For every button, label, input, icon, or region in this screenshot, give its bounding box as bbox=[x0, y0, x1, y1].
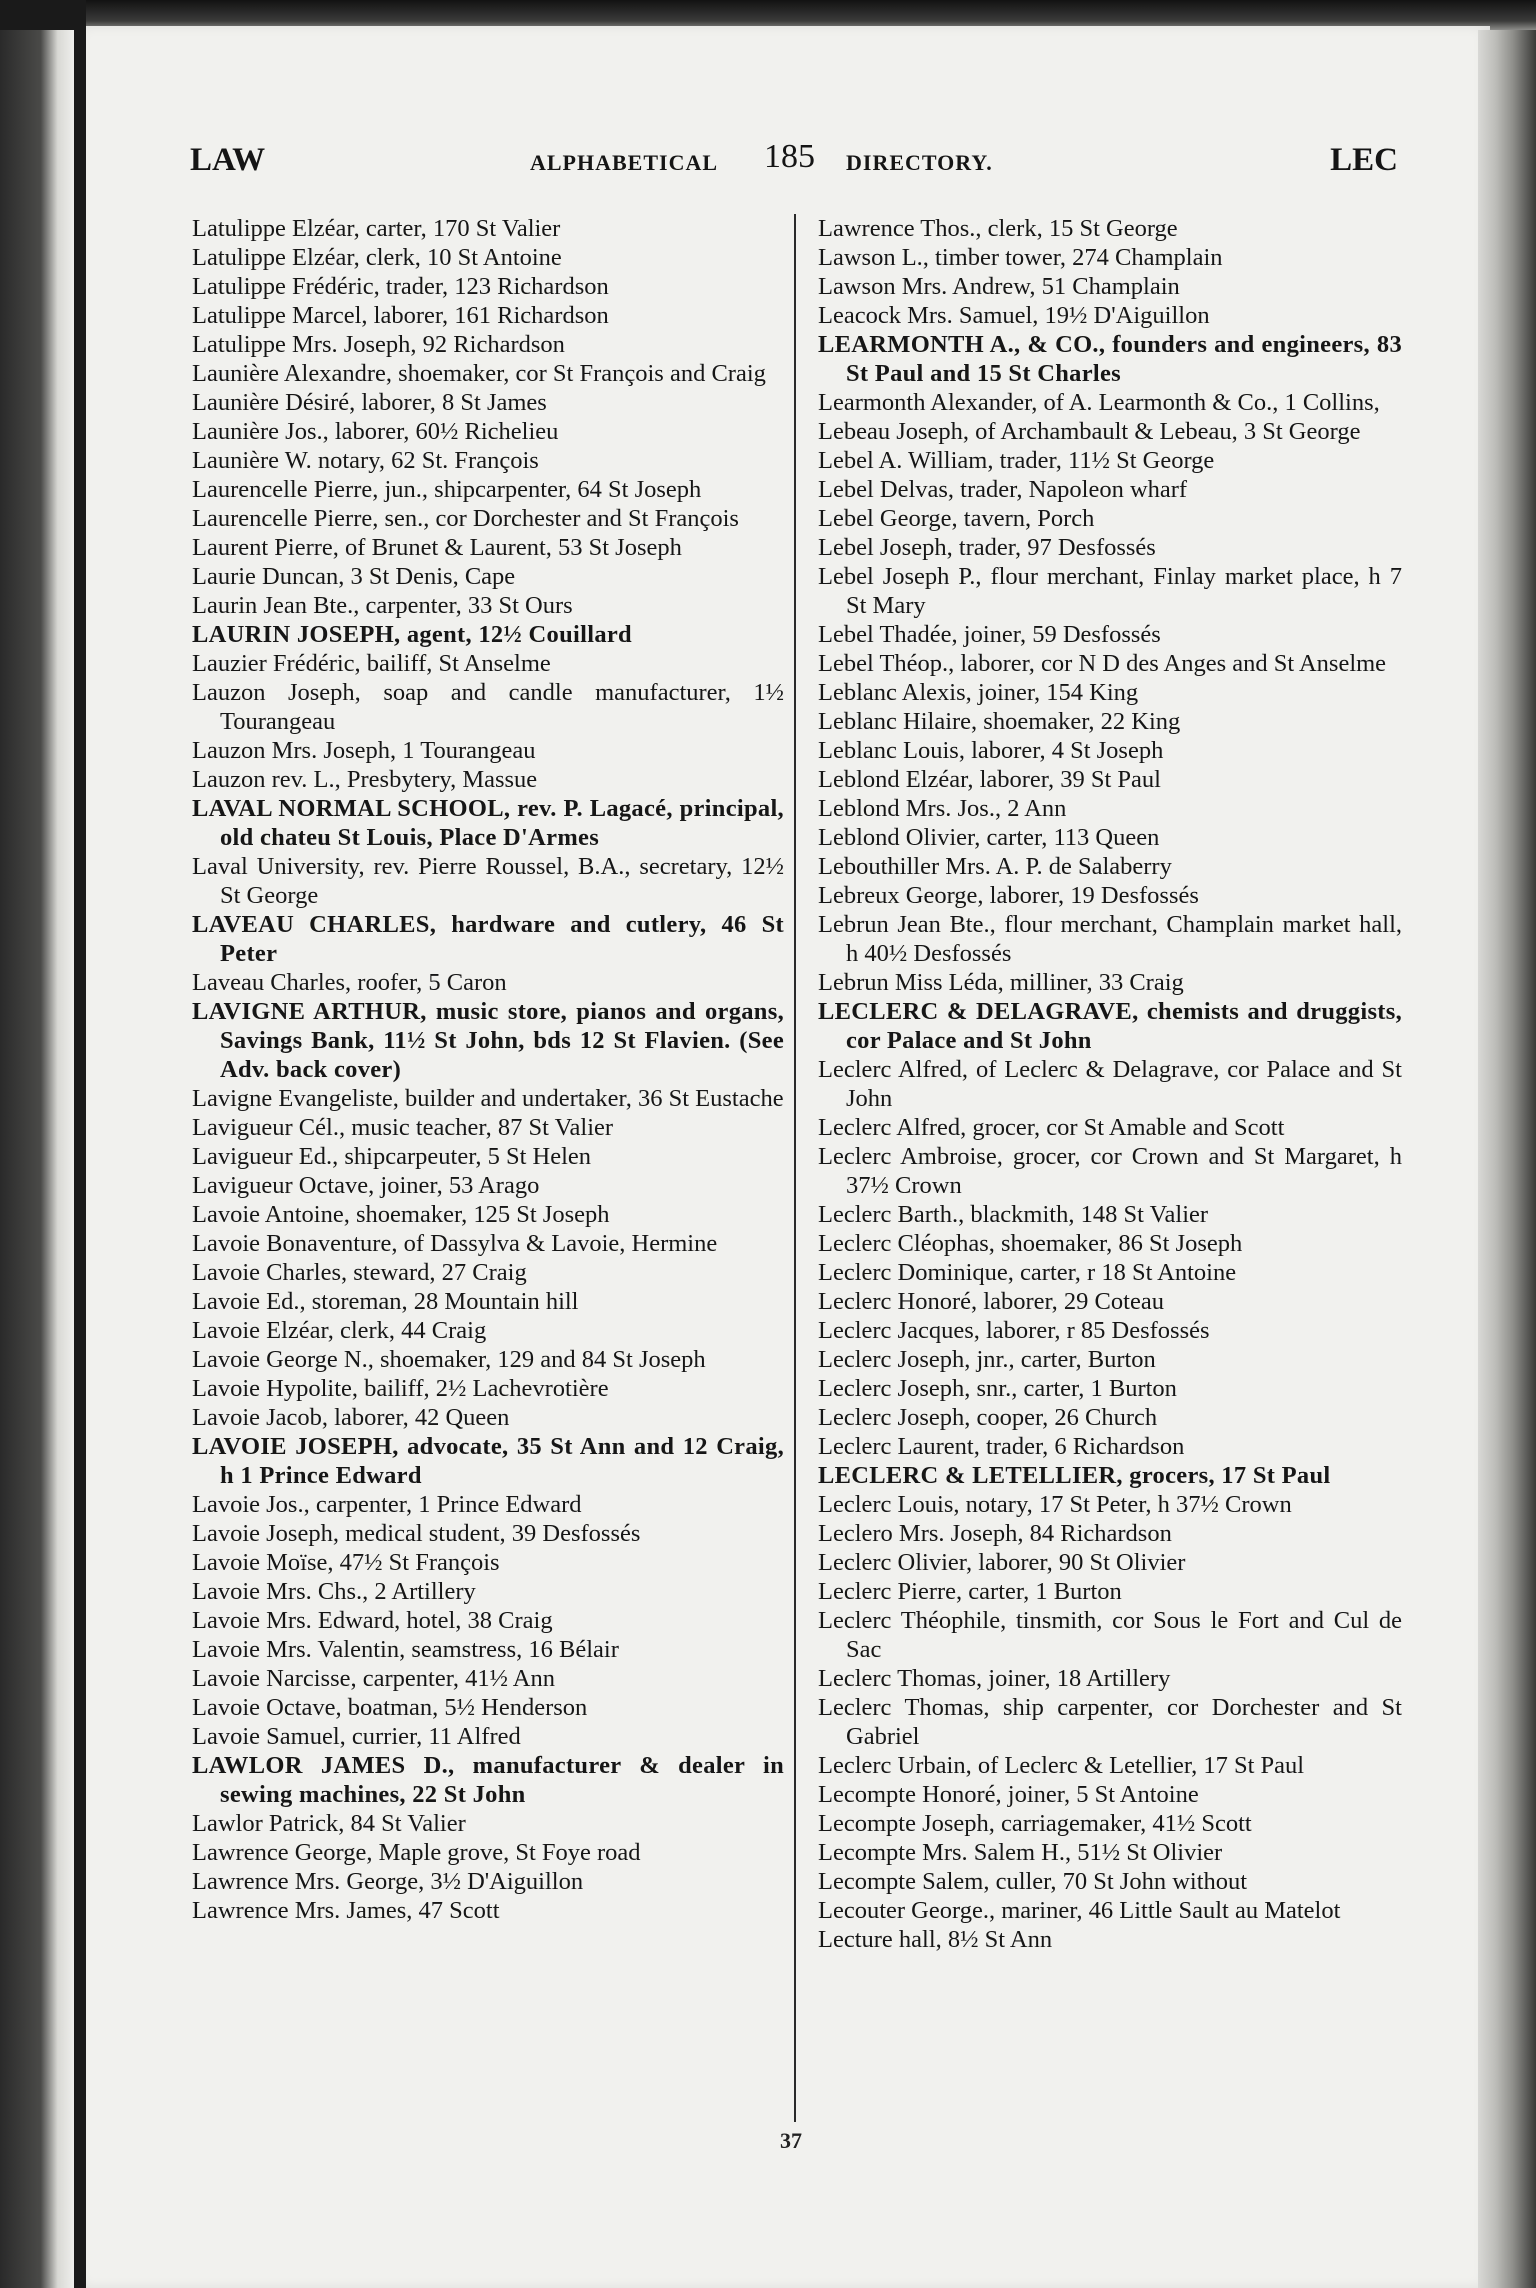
directory-entry: Laveau Charles, roofer, 5 Caron bbox=[192, 969, 507, 996]
directory-entry: Launière Alexandre, shoemaker, cor St François and Craig bbox=[192, 360, 766, 387]
directory-entry: Leclerc Jacques, laborer, r 85 Desfossés bbox=[818, 1317, 1210, 1344]
directory-entry: Lavoie Jos., carpenter, 1 Prince Edward bbox=[192, 1491, 582, 1518]
directory-entry: Lavoie Ed., storeman, 28 Mountain hill bbox=[192, 1288, 579, 1315]
directory-entry: Lavoie Mrs. Edward, hotel, 38 Craig bbox=[192, 1607, 553, 1634]
directory-entry: LECLERC & LETELLIER, grocers, 17 St Paul bbox=[818, 1462, 1331, 1489]
directory-entry: Lebouthiller Mrs. A. P. de Salaberry bbox=[818, 853, 1172, 880]
directory-entry: Lauzier Frédéric, bailiff, St Anselme bbox=[192, 650, 551, 677]
directory-entry: Lecompte Joseph, carriagemaker, 41½ Scott bbox=[818, 1810, 1252, 1837]
directory-entry: Leblond Elzéar, laborer, 39 St Paul bbox=[818, 766, 1161, 793]
directory-entry: Lavoie Mrs. Valentin, seamstress, 16 Bélair bbox=[192, 1636, 619, 1663]
directory-entry: LAVOIE JOSEPH, advocate, 35 St Ann and 12 Craig, h 1 Prince Edward bbox=[192, 1433, 784, 1489]
directory-entry: Lebeau Joseph, of Archambault & Lebeau, 3 St George bbox=[818, 418, 1361, 445]
directory-entry: Lavigueur Cél., music teacher, 87 St Valier bbox=[192, 1114, 614, 1141]
directory-entry: LEARMONTH A., & CO., founders and engineers, 83 St Paul and 15 St Charles bbox=[818, 331, 1402, 387]
facing-page-edge bbox=[0, 30, 74, 2288]
directory-entry: Leclerc Joseph, snr., carter, 1 Burton bbox=[818, 1375, 1177, 1402]
directory-entry: Lavoie Joseph, medical student, 39 Desfossés bbox=[192, 1520, 641, 1547]
directory-entry: Leclerc Pierre, carter, 1 Burton bbox=[818, 1578, 1122, 1605]
directory-entry: Lavigueur Ed., shipcarpeuter, 5 St Helen bbox=[192, 1143, 592, 1170]
directory-entry: Lecompte Salem, culler, 70 St John without bbox=[818, 1868, 1248, 1895]
directory-entry: LAVAL NORMAL SCHOOL, rev. P. Lagacé, principal, old chateu St Louis, Place D'Armes bbox=[192, 795, 784, 851]
directory-entry: Lavoie Antoine, shoemaker, 125 St Joseph bbox=[192, 1201, 610, 1228]
directory-entry: Leblond Mrs. Jos., 2 Ann bbox=[818, 795, 1067, 822]
directory-entry: Laurie Duncan, 3 St Denis, Cape bbox=[192, 563, 516, 590]
header-title-right: DIRECTORY. bbox=[846, 150, 993, 175]
directory-entry: Lebel Delvas, trader, Napoleon wharf bbox=[818, 476, 1188, 503]
directory-entry: Lebrun Jean Bte., flour merchant, Champlain market hall, h 40½ Desfossés bbox=[818, 911, 1402, 967]
directory-entry: Leblanc Hilaire, shoemaker, 22 King bbox=[818, 708, 1181, 735]
directory-entry: Lawrence Mrs. George, 3½ D'Aiguillon bbox=[192, 1868, 584, 1895]
directory-entry: Latulippe Marcel, laborer, 161 Richardson bbox=[192, 302, 609, 329]
directory-entry: Lecompte Mrs. Salem H., 51½ St Olivier bbox=[818, 1839, 1223, 1866]
directory-entry: Leclerc Alfred, of Leclerc & Delagrave, cor Palace and St John bbox=[818, 1056, 1402, 1112]
book-page-edges bbox=[1478, 30, 1536, 2288]
directory-entry: Leclero Mrs. Joseph, 84 Richardson bbox=[818, 1520, 1172, 1547]
directory-entry: Lawson L., timber tower, 274 Champlain bbox=[818, 244, 1223, 271]
directory-entry: Latulippe Elzéar, carter, 170 St Valier bbox=[192, 215, 561, 242]
directory-entry: Leclerc Ambroise, grocer, cor Crown and St Margaret, h 37½ Crown bbox=[818, 1143, 1402, 1199]
directory-entry: Launière W. notary, 62 St. François bbox=[192, 447, 539, 474]
directory-entry: Lavoie Jacob, laborer, 42 Queen bbox=[192, 1404, 510, 1431]
directory-entry: Laval University, rev. Pierre Roussel, B.A., secretary, 12½ St George bbox=[192, 853, 784, 909]
page-footer-signature: 37 bbox=[780, 2128, 802, 2153]
directory-entry: Lavigne Evangeliste, builder and undertaker, 36 St Eustache bbox=[192, 1085, 784, 1112]
directory-entry: Laurin Jean Bte., carpenter, 33 St Ours bbox=[192, 592, 573, 619]
directory-entry: Lavoie Bonaventure, of Dassylva & Lavoie, Hermine bbox=[192, 1230, 718, 1257]
directory-entry: Lauzon rev. L., Presbytery, Massue bbox=[192, 766, 538, 793]
directory-entry: Leblanc Alexis, joiner, 154 King bbox=[818, 679, 1139, 706]
directory-entry: Latulippe Frédéric, trader, 123 Richardson bbox=[192, 273, 609, 300]
directory-entry: Lavigueur Octave, joiner, 53 Arago bbox=[192, 1172, 540, 1199]
directory-entry: Leclerc Dominique, carter, r 18 St Antoine bbox=[818, 1259, 1237, 1286]
right-column bbox=[818, 214, 1402, 1954]
header-title-left: ALPHABETICAL bbox=[530, 150, 719, 175]
directory-entry: Leblond Olivier, carter, 113 Queen bbox=[818, 824, 1160, 851]
directory-entry: Lavoie Octave, boatman, 5½ Henderson bbox=[192, 1694, 588, 1721]
directory-entry: Lebel Théop., laborer, cor N D des Anges and St Anselme bbox=[818, 650, 1387, 677]
directory-entry: Leacock Mrs. Samuel, 19½ D'Aiguillon bbox=[818, 302, 1210, 329]
directory-entry: LAWLOR JAMES D., manufacturer & dealer in sewing machines, 22 St John bbox=[192, 1752, 784, 1808]
left-column bbox=[192, 214, 784, 1925]
directory-entry: Leclerc Joseph, jnr., carter, Burton bbox=[818, 1346, 1156, 1373]
directory-entry: Laurencelle Pierre, jun., shipcarpenter, 64 St Joseph bbox=[192, 476, 702, 503]
directory-entry: Leclerc Thomas, joiner, 18 Artillery bbox=[818, 1665, 1171, 1692]
directory-entry: Leblanc Louis, laborer, 4 St Joseph bbox=[818, 737, 1164, 764]
directory-entry: Launière Jos., laborer, 60½ Richelieu bbox=[192, 418, 559, 445]
directory-entry: Lebreux George, laborer, 19 Desfossés bbox=[818, 882, 1199, 909]
directory-entry: Leclerc Alfred, grocer, cor St Amable and Scott bbox=[818, 1114, 1285, 1141]
directory-entry: Lavoie Narcisse, carpenter, 41½ Ann bbox=[192, 1665, 555, 1692]
directory-entry: Leclerc Joseph, cooper, 26 Church bbox=[818, 1404, 1158, 1431]
column-divider bbox=[794, 214, 796, 2122]
directory-entry: Leclerc Olivier, laborer, 90 St Olivier bbox=[818, 1549, 1186, 1576]
directory-entry: Latulippe Mrs. Joseph, 92 Richardson bbox=[192, 331, 565, 358]
directory-entry: Lavoie Samuel, currier, 11 Alfred bbox=[192, 1723, 521, 1750]
directory-entry: Lavoie Elzéar, clerk, 44 Craig bbox=[192, 1317, 487, 1344]
directory-entry: Lawlor Patrick, 84 St Valier bbox=[192, 1810, 466, 1837]
directory-entry: Lawrence Mrs. James, 47 Scott bbox=[192, 1897, 500, 1924]
directory-entry: Launière Désiré, laborer, 8 St James bbox=[192, 389, 547, 416]
directory-entry: Laurencelle Pierre, sen., cor Dorchester and St François bbox=[192, 505, 739, 532]
directory-entry: Lebel Thadée, joiner, 59 Desfossés bbox=[818, 621, 1161, 648]
directory-entry: LAVEAU CHARLES, hardware and cutlery, 46 St Peter bbox=[192, 911, 784, 967]
directory-entry: Leclerc Théophile, tinsmith, cor Sous le Fort and Cul de Sac bbox=[818, 1607, 1402, 1663]
directory-entry: Lawrence Thos., clerk, 15 St George bbox=[818, 215, 1178, 242]
directory-entry: Leclerc Louis, notary, 17 St Peter, h 37½ Crown bbox=[818, 1491, 1292, 1518]
directory-entry: Latulippe Elzéar, clerk, 10 St Antoine bbox=[192, 244, 562, 271]
directory-entry: Leclerc Laurent, trader, 6 Richardson bbox=[818, 1433, 1185, 1460]
directory-entry: Lavoie Mrs. Chs., 2 Artillery bbox=[192, 1578, 476, 1605]
directory-entry: Lawrence George, Maple grove, St Foye road bbox=[192, 1839, 641, 1866]
directory-entry: Lebel Joseph P., flour merchant, Finlay market place, h 7 St Mary bbox=[818, 563, 1402, 619]
directory-entry: Leclerc Honoré, laborer, 29 Coteau bbox=[818, 1288, 1164, 1315]
header-right-guide-word: LEC bbox=[1330, 142, 1398, 178]
directory-entry: Lauzon Joseph, soap and candle manufacturer, 1½ Tourangeau bbox=[192, 679, 784, 735]
directory-entry: Lecompte Honoré, joiner, 5 St Antoine bbox=[818, 1781, 1199, 1808]
directory-entry: LAVIGNE ARTHUR, music store, pianos and organs, Savings Bank, 11½ St John, bds 12 St Flavien. (See Adv. back cover) bbox=[192, 998, 784, 1083]
directory-entry: Lavoie Moïse, 47½ St François bbox=[192, 1549, 500, 1576]
directory-entry: Lavoie Charles, steward, 27 Craig bbox=[192, 1259, 527, 1286]
directory-entry: Learmonth Alexander, of A. Learmonth & Co., 1 Collins, bbox=[818, 389, 1380, 416]
directory-entry: Leclerc Barth., blackmith, 148 St Valier bbox=[818, 1201, 1209, 1228]
directory-entry: Lebel A. William, trader, 11½ St George bbox=[818, 447, 1215, 474]
directory-entry: Laurent Pierre, of Brunet & Laurent, 53 St Joseph bbox=[192, 534, 682, 561]
directory-entry: Lebel George, tavern, Porch bbox=[818, 505, 1095, 532]
directory-entry: LAURIN JOSEPH, agent, 12½ Couillard bbox=[192, 621, 632, 648]
directory-entry: Leclerc Cléophas, shoemaker, 86 St Joseph bbox=[818, 1230, 1243, 1257]
directory-entry: Lauzon Mrs. Joseph, 1 Tourangeau bbox=[192, 737, 536, 764]
directory-entry: Lebrun Miss Léda, milliner, 33 Craig bbox=[818, 969, 1184, 996]
directory-entry: Leclerc Urbain, of Leclerc & Letellier, 17 St Paul bbox=[818, 1752, 1305, 1779]
directory-entry: Lebel Joseph, trader, 97 Desfossés bbox=[818, 534, 1156, 561]
directory-entry: Leclerc Thomas, ship carpenter, cor Dorchester and St Gabriel bbox=[818, 1694, 1402, 1750]
header-left-guide-word: LAW bbox=[190, 142, 266, 178]
directory-entry: Lavoie Hypolite, bailiff, 2½ Lachevrotière bbox=[192, 1375, 609, 1402]
directory-entry: Lecouter George., mariner, 46 Little Sault au Matelot bbox=[818, 1897, 1341, 1924]
running-header bbox=[190, 138, 1398, 192]
directory-entry: Lawson Mrs. Andrew, 51 Champlain bbox=[818, 273, 1180, 300]
directory-entry: Lavoie George N., shoemaker, 129 and 84 St Joseph bbox=[192, 1346, 706, 1373]
directory-entry: Lecture hall, 8½ St Ann bbox=[818, 1926, 1053, 1953]
page-number: 185 bbox=[764, 138, 815, 175]
directory-entry: LECLERC & DELAGRAVE, chemists and druggists, cor Palace and St John bbox=[818, 998, 1402, 1054]
